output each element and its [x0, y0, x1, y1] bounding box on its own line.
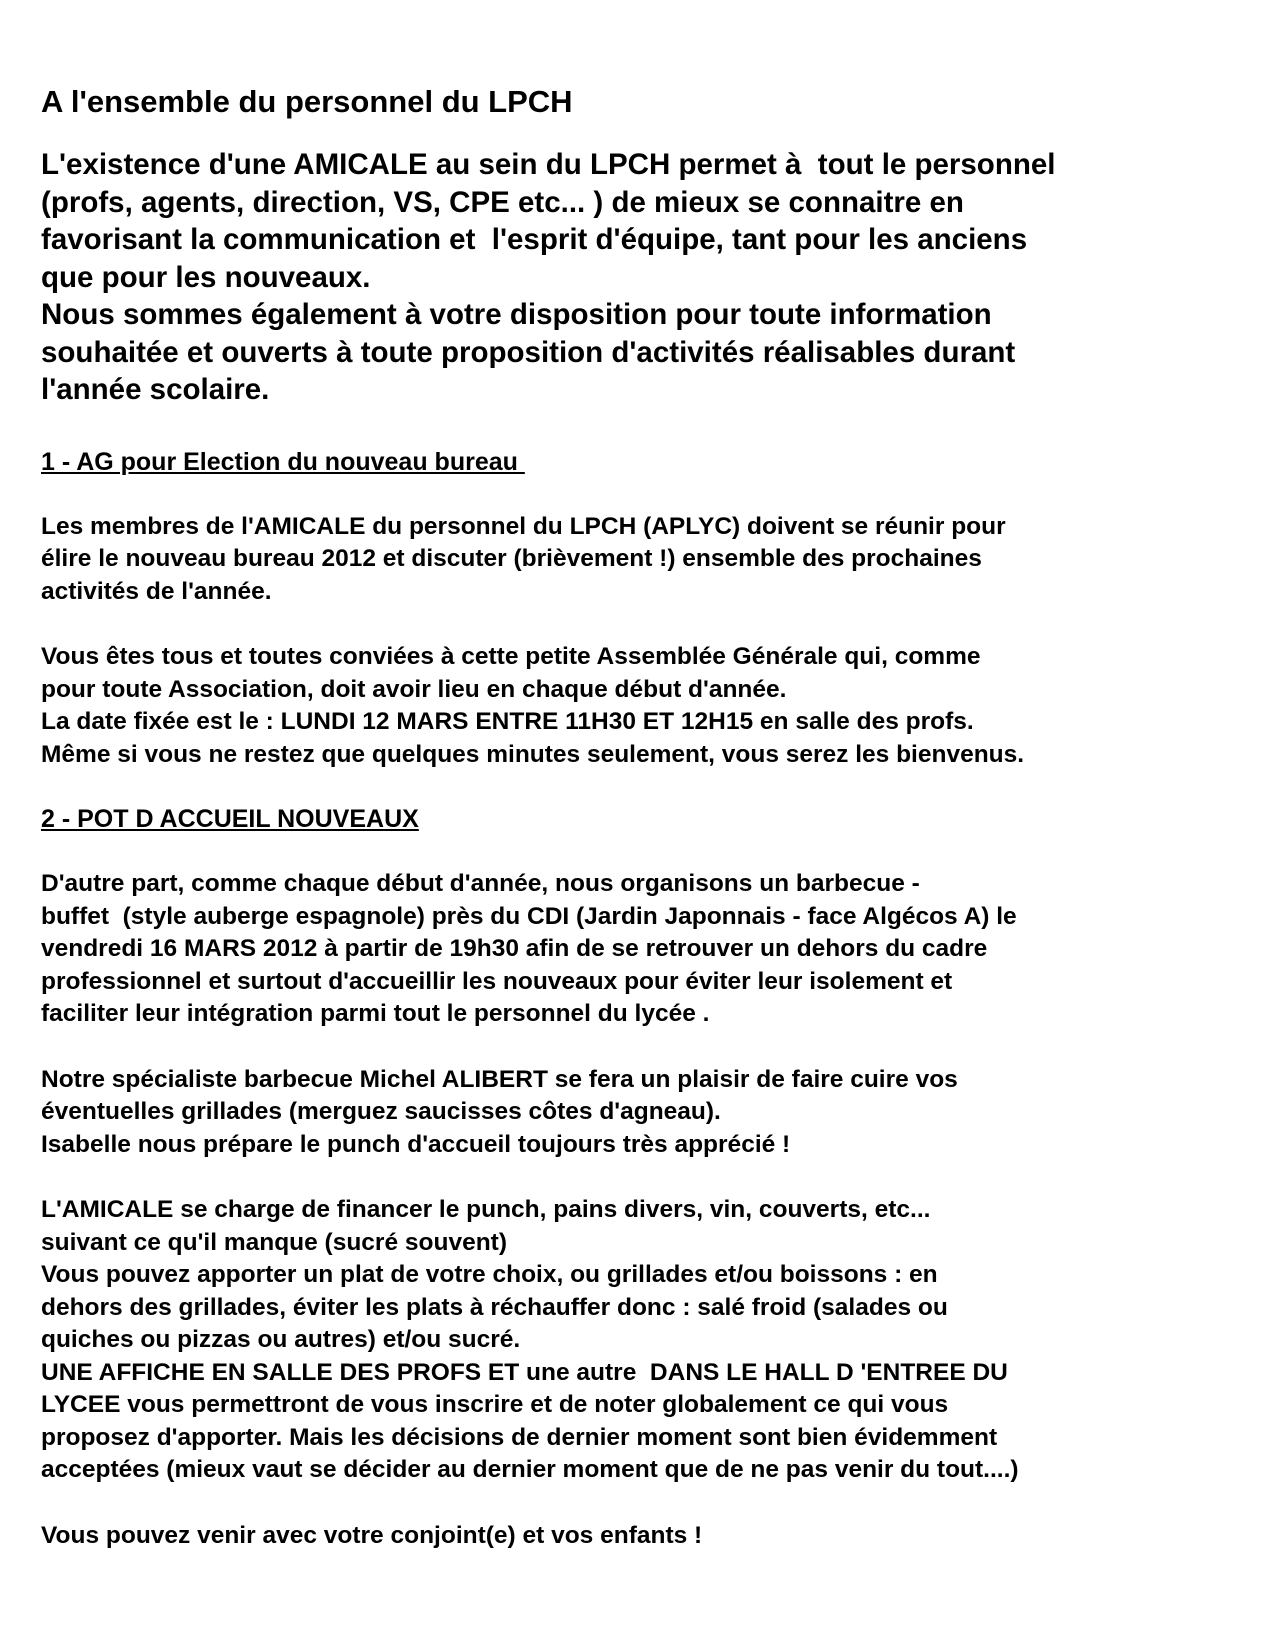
- intro-paragraph: [41, 146, 1246, 409]
- text-line: Vous pouvez apporter un plat de votre choix, ou grillades et/ou boissons : en: [41, 1261, 938, 1288]
- intro-line: favorisant la communication et l'esprit d'équipe, tant pour les anciens: [41, 223, 1028, 256]
- text-line: Isabelle nous prépare le punch d'accueil toujours très apprécié !: [41, 1130, 791, 1158]
- section-1-paragraph-1: [41, 511, 1246, 609]
- intro-line: l'année scolaire.: [41, 373, 270, 406]
- text-line: Vous êtes tous et toutes conviées à cette petite Assemblée Générale qui, comme: [41, 643, 981, 670]
- text-line: acceptées (mieux vaut se décider au dernier moment que de ne pas venir du tout....): [41, 1456, 1019, 1483]
- text-line: faciliter leur intégration parmi tout le personnel du lycée .: [41, 1000, 710, 1027]
- document-page: [41, 84, 1246, 1552]
- text-line: LYCEE vous permettront de vous inscrire et de noter globalement ce qui vous: [41, 1391, 949, 1418]
- text-line: pour toute Association, doit avoir lieu en chaque début d'année.: [41, 675, 787, 703]
- text-line: professionnel et surtout d'accueillir les nouveaux pour éviter leur isolement et: [41, 967, 953, 995]
- intro-line: (profs, agents, direction, VS, CPE etc... ) de mieux se connaitre en: [41, 185, 964, 219]
- section-1-paragraph-2: [41, 641, 1246, 771]
- intro-line: Nous sommes également à votre disposition pour toute information: [41, 298, 992, 331]
- text-line: Même si vous ne restez que quelques minutes seulement, vous serez les bienvenus.: [41, 740, 1025, 768]
- text-line: buffet (style auberge espagnole) près du CDI (Jardin Japonnais - face Algécos A) le: [41, 902, 1017, 930]
- text-line: D'autre part, comme chaque début d'année, nous organisons un barbecue -: [41, 870, 920, 897]
- text-line: dehors des grillades, éviter les plats à réchauffer donc : salé froid (salades ou: [41, 1293, 948, 1321]
- text-line: vendredi 16 MARS 2012 à partir de 19h30 afin de se retrouver un dehors du cadre: [41, 935, 988, 962]
- text-line: Vous pouvez venir avec votre conjoint(e) et vos enfants !: [41, 1521, 703, 1549]
- intro-line: que pour les nouveaux.: [41, 260, 371, 294]
- text-line: éventuelles grillades (merguez saucisses côtes d'agneau).: [41, 1098, 721, 1125]
- section-2-paragraph-1: [41, 868, 1246, 1031]
- text-line: UNE AFFICHE EN SALLE DES PROFS ET une autre DANS LE HALL D 'ENTREE DU: [41, 1358, 1008, 1386]
- text-line: activités de l'année.: [41, 577, 272, 605]
- text-line: quiches ou pizzas ou autres) et/ou sucré.: [41, 1326, 521, 1353]
- section-2-paragraph-4: [41, 1520, 1246, 1553]
- text-line: La date fixée est le : LUNDI 12 MARS ENTRE 11H30 ET 12H15 en salle des profs.: [41, 708, 974, 735]
- intro-line: L'existence d'une AMICALE au sein du LPCH permet à tout le personnel: [41, 148, 1056, 181]
- text-line: élire le nouveau bureau 2012 et discuter (brièvement !) ensemble des prochaines: [41, 545, 982, 572]
- intro-line: souhaitée et ouverts à toute proposition d'activités réalisables durant: [41, 335, 1016, 369]
- section-2-heading: 2 - POT D ACCUEIL NOUVEAUX: [41, 805, 419, 833]
- text-line: L'AMICALE se charge de financer le punch, pains divers, vin, couverts, etc...: [41, 1196, 931, 1223]
- text-line: Notre spécialiste barbecue Michel ALIBERT se fera un plaisir de faire cuire vos: [41, 1065, 958, 1093]
- document-title: A l'ensemble du personnel du LPCH: [41, 84, 573, 119]
- text-line: proposez d'apporter. Mais les décisions de dernier moment sont bien évidemment: [41, 1423, 998, 1451]
- section-2-paragraph-3: [41, 1194, 1246, 1487]
- text-line: Les membres de l'AMICALE du personnel du LPCH (APLYC) doivent se réunir pour: [41, 512, 1006, 540]
- section-1-heading: 1 - AG pour Election du nouveau bureau: [41, 447, 525, 476]
- section-2-paragraph-2: [41, 1064, 1246, 1162]
- text-line: suivant ce qu'il manque (sucré souvent): [41, 1228, 507, 1256]
